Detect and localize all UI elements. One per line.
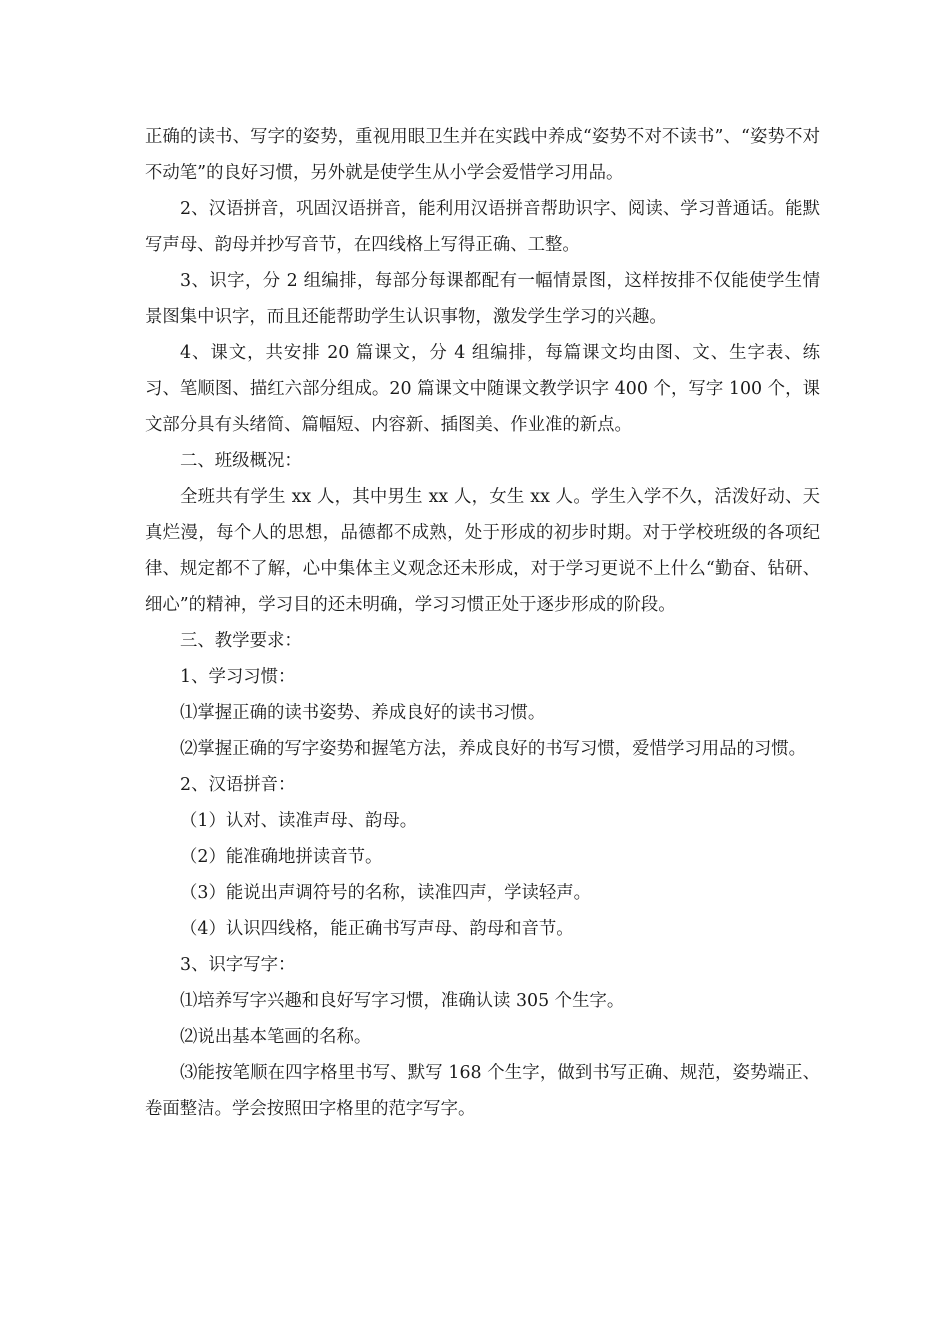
section-heading-teaching-requirements: 三、教学要求：: [180, 631, 302, 651]
subheading-literacy-writing: 3、识字写字：: [180, 955, 296, 975]
list-item-literacy-1: ⑴培养写字兴趣和良好写字习惯，准确认读 305 个生字。: [180, 991, 625, 1011]
paragraph-class-overview: 全班共有学生 xx 人，其中男生 xx 人，女生 xx 人。学生入学不久，活泼好动、天真烂漫，每个人的思想，品德都不成熟，处于形成的初步时期。对于学校班级的各项纪律、规定都不了解，心中集体主义观念还未形成，对于学习更说不上什么“勤奋、钻研、细心”的精神，学习目的还未明确，学习习惯正处于逐步形成的阶段。: [145, 487, 820, 615]
list-item-pinyin-1: （1）认对、读准声母、韵母。: [180, 811, 418, 831]
list-item-pinyin-2: （2）能准确地拼读音节。: [180, 847, 383, 867]
list-item-literacy-2: ⑵说出基本笔画的名称。: [180, 1027, 372, 1047]
paragraph-posture-habits: 正确的读书、写字的姿势，重视用眼卫生并在实践中养成“姿势不对不读书”、“姿势不对不动笔”的良好习惯，另外就是使学生从小学会爱惜学习用品。: [145, 127, 820, 183]
subheading-study-habits: 1、学习习惯：: [180, 667, 296, 687]
section-heading-class-overview: 二、班级概况：: [180, 451, 302, 471]
list-item-pinyin-4: （4）认识四线格，能正确书写声母、韵母和音节。: [180, 919, 574, 939]
list-item-literacy-3: ⑶能按笔顺在四字格里书写、默写 168 个生字，做到书写正确、规范，姿势端正、卷面整洁。学会按照田字格里的范字写字。: [145, 1063, 820, 1119]
paragraph-literacy: 3、识字，分 2 组编排，每部分每课都配有一幅情景图，这样按排不仅能使学生情景图集中识字，而且还能帮助学生认识事物，激发学生学习的兴趣。: [145, 271, 820, 327]
paragraph-texts: 4、课文，共安排 20 篇课文，分 4 组编排，每篇课文均由图、文、生字表、练习、笔顺图、描红六部分组成。20 篇课文中随课文教学识字 400 个，写字 100 个，课文部分具有头绪简、篇幅短、内容新、插图美、作业准的新点。: [145, 343, 820, 435]
list-item-writing-posture: ⑵掌握正确的写字姿势和握笔方法，养成良好的书写习惯，爱惜学习用品的习惯。: [180, 739, 807, 759]
paragraph-pinyin: 2、汉语拼音，巩固汉语拼音，能利用汉语拼音帮助识字、阅读、学习普通话。能默写声母、韵母并抄写音节，在四线格上写得正确、工整。: [145, 199, 820, 255]
document-page: [145, 119, 820, 1127]
subheading-pinyin: 2、汉语拼音：: [180, 775, 296, 795]
list-item-reading-posture: ⑴掌握正确的读书姿势、养成良好的读书习惯。: [180, 703, 546, 723]
list-item-pinyin-3: （3）能说出声调符号的名称，读准四声，学读轻声。: [180, 883, 592, 903]
